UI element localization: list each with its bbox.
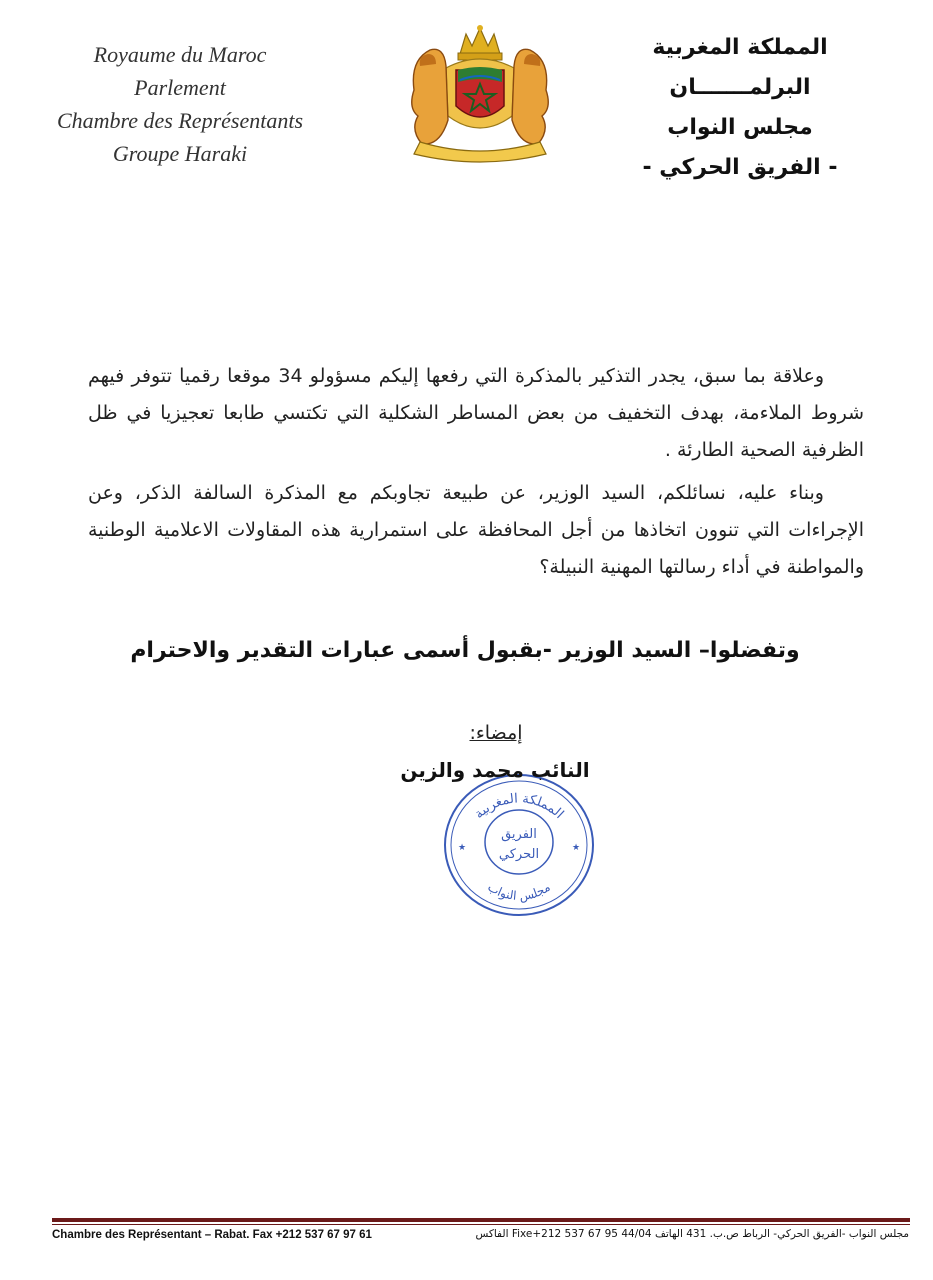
header-arabic-line-3: مجلس النواب [667,115,813,140]
stamp-center-line-1: الفريق [501,827,537,842]
header-arabic-line-4: - الفريق الحركي - [642,155,838,180]
footer-divider-thin [52,1224,910,1225]
body-paragraph-1: وعلاقة بما سبق، يجدر التذكير بالمذكرة التي رفعها إليكم مسؤولو 34 موقعا رقميا تتوفر فيهم شروط الملاءمة، بهدف التخفيف من بعض المساطر الشكلية التي تكتسي طابعا تعجيزيا في ظل الظرفية الصحية الطارئة . [88,365,864,461]
stamp-top-text: المملكة المغربية [471,791,567,823]
stamp-bottom-text: مجلس النواب [485,879,553,904]
stamp-star-right-icon: ★ [572,843,581,853]
letter-body [88,358,864,586]
official-stamp-icon [438,770,600,920]
svg-text:مجلس النواب [485,880,552,905]
stamp-star-left-icon: ★ [458,843,467,853]
header-arabic-line-2: البرلمـــــــان [669,75,811,100]
header-french-line-3: Chambre des Représentants [56,108,304,133]
moroccan-coat-of-arms-icon [400,20,560,168]
header-french-line-4: Groupe Haraki [112,141,248,166]
header-french [30,38,330,170]
footer-divider-thick [52,1218,910,1222]
footer-arabic-contact: مجلس النواب -الفريق الحركي- الرباط ص.ب. 431 الهاتف 44/04 Fixe+212 537 67 95 الفاكس [475,1228,909,1240]
footer-french-contact: Chambre des Représentant – Rabat. Fax +212 537 67 97 61 [52,1229,372,1241]
header-french-line-1: Royaume du Maroc [93,42,267,67]
closing-formula: وتفضلوا– السيد الوزير -بقبول أسمى عبارات التقدير والاحترام [130,638,800,663]
stamp-center-line-2: الحركي [498,847,540,862]
header-arabic [635,28,845,188]
header-arabic-line-1: المملكة المغربية [652,35,828,60]
signatory-name: النائب محمد والزين [400,758,590,782]
signature-label: إمضاء: [469,722,523,744]
svg-text:المملكة المغربية [472,792,567,823]
body-paragraph-2: وبناء عليه، نسائلكم، السيد الوزير، عن طبيعة تجاوبكم مع المذكرة السالفة الذكر، وعن الإجراءات التي تنوون اتخاذها من أجل المحافظة على استمرارية هذه المقاولات الاعلامية الوطنية والمواطنة في أداء رسالتها المهنية النبيلة؟ [88,482,864,578]
header-french-line-2: Parlement [134,75,226,100]
